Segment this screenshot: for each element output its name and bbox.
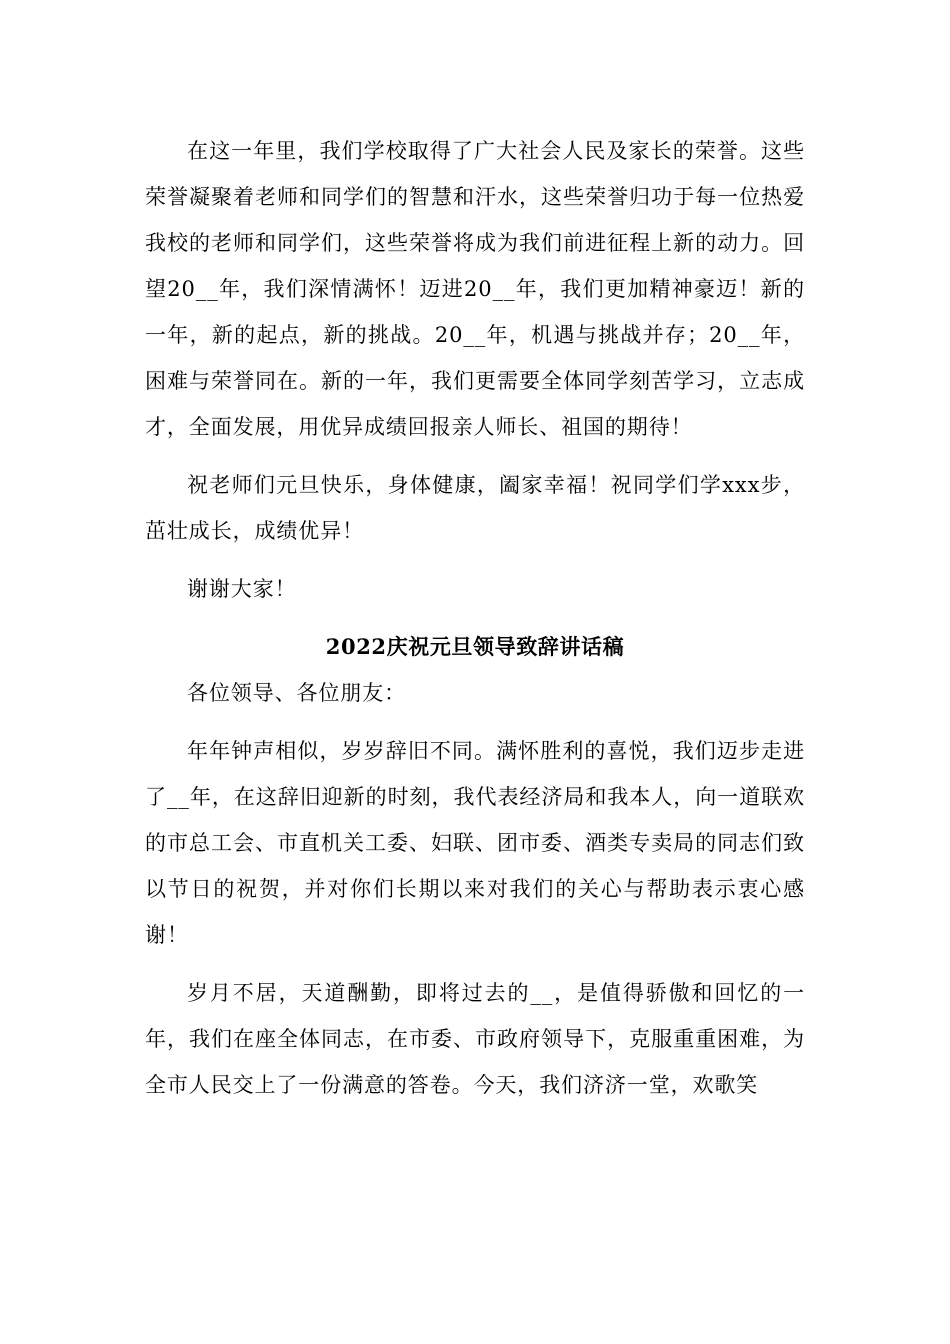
body-paragraph-review: 岁月不居，天道酬勤，即将过去的__，是值得骄傲和回忆的一年，我们在座全体同志，在市委、市政府领导下，克服重重困难，为全市人民交上了一份满意的答卷。今天，我们济济一堂，欢歌笑 <box>145 981 805 1097</box>
paragraph-gap <box>145 612 805 624</box>
section-title: 2022庆祝元旦领导致辞讲话稿 <box>325 634 625 659</box>
body-paragraph-wishes: 祝老师们元旦快乐，身体健康，阖家幸福！祝同学们学xxx步，茁壮成长，成绩优异！ <box>145 473 805 543</box>
body-paragraph-honors: 在这一年里，我们学校取得了广大社会人民及家长的荣誉。这些荣誉凝聚着老师和同学们的智慧和汗水，这些荣誉归功于每一位热爱我校的老师和同学们，这些荣誉将成为我们前进征程上新的动力。回望20__年，我们深情满怀！迈进20__年，我们更加精神豪迈！新的一年，新的起点，新的挑战。20__年，机遇与挑战并存；20__年，困难与荣誉同在。新的一年，我们更需要全体同学刻苦学习，立志成才，全面发展，用优异成绩回报亲人师长、祖国的期待！ <box>145 139 805 439</box>
body-paragraph-thanks: 谢谢大家！ <box>187 577 297 601</box>
salutation: 各位领导、各位朋友： <box>187 681 406 705</box>
paragraph-gap <box>145 716 805 728</box>
document-page <box>145 128 805 1108</box>
body-paragraph-new-year: 年年钟声相似，岁岁辞旧不同。满怀胜利的喜悦，我们迈步走进了__年，在这辞旧迎新的时刻，我代表经济局和我本人，向一道联欢的市总工会、市直机关工委、妇联、团市委、酒类专卖局的同志们致以节日的祝贺，并对你们长期以来对我们的关心与帮助表示衷心感谢！ <box>145 739 805 947</box>
paragraph-gap <box>145 554 805 566</box>
paragraph-gap <box>145 450 805 462</box>
paragraph-gap <box>145 958 805 970</box>
